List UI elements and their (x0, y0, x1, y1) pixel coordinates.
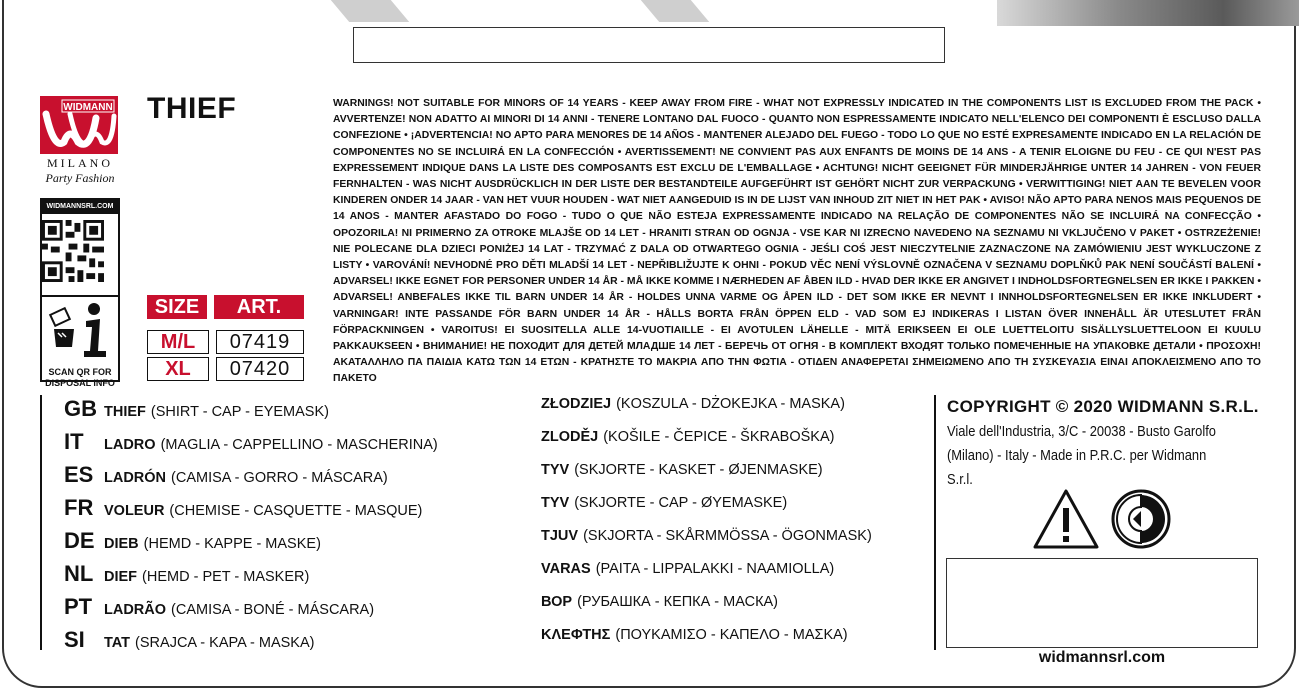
top-photo-strip (997, 0, 1299, 26)
list-item (541, 429, 872, 462)
art-cell: 07419 (216, 330, 304, 354)
svg-text:WIDMANN: WIDMANN (63, 102, 113, 113)
product-name: TJUV (541, 528, 579, 544)
blank-label-box (353, 27, 945, 63)
brand-city: MILANO (47, 156, 113, 170)
multilingual-warnings: WARNINGS! NOT SUITABLE FOR MINORS OF 14 YEARS - KEEP AWAY FROM FIRE - WHAT NOT EXPRESSLY INDICATED IN THE COMPONENTS LIST IS EXCLUDED FROM THE PACK • AVVERTENZE! NON ADATTO AI MINORI DI 14 ANNI - TENERE LONTANO DAL FUOCO - QUANTO NON ESPRESSAMENTE INDICATO NELL'ELENCO DEI COMPONENTI È ESCLUSO DALLA CONFEZIONE • ¡ADVERTENCIA! NO APTO PARA MENORES DE 14 AÑOS - MANTENER ALEJADO DEL FUEGO - TODO LO QUE NO ESTÉ EXPRESAMENTE INDICADO EN LA RELACIÓN DE COMPONENTES NO SE INCLUIRÁ EN LA CONFECCIÓN • AVERTISSEMENT! NE CONVIENT PAS AUX ENFANTS DE MOINS DE 14 ANS - A TENIR ELOIGNE DU FEU - CE QUI N'EST PAS EXPRESSEMENT INDIQUE DANS LA LISTE DES COMPOSANTS EST EXCLU DE L'EMBALLAGE • ACHTUNG! NICHT GEEIGNET FÜR MINDERJÄHRIGE UNTER 14 JAHREN - VON FEUER FERNHALTEN - WAS NICHT AUSDRÜCKLICH IN DER LISTE DER BESTANDTEILE AUFGEFÜHRT IST GEHÖRT NICHT ZUR VERPACKUNG • VERWITTIGING! NIET AAN TE BEVELEN VOOR KINDEREN ONDER 14 JAAR - VAN HET VUUR HOUDEN - WAT NIET AANGEDUID IS IN DE LIJST VAN INHOUD ZIT NIET IN HET PAK • AVISO! NÃO APTO PARA NENOS MAIS PEQUENOS DE 14 ANOS - MANTER AFASTADO DO FOGO - TUDO O QUE NÃO ESTEJA EXPRESSAMENTE INDICADO NA RELAÇÃO DE COMPONENTES NÃO SE INCLUIRÁ NA CONFECÇÃO • OPOZORILA! NI PRIMERNO ZA OTROKE MLAJŠE OD 14 LET - HRANITI STRAN OD OGNJA - VSE KAR NI IZRECNO NAVEDENO NA SEZNAMU NI VKLJUČENO V PAKET • OSTRZEŻENIE! NIE POLECANE DLA DZIECI PONIŻEJ 14 LAT - TRZYMAĆ Z DALA OD OTWARTEGO OGNIA - JEŚLI COŚ JEST NIECZYTELNIE ZAZNACZONE NA ZAMÓWIENIU JEST WYKLUCZONE Z LISTY • VAROVÁNÍ! NEVHODNÉ PRO DĚTI MLADŠÍ 14 LET - NEPŘIBLIŽUJTE K OHNI - POKUD VĚC NENÍ VÝSLOVNĚ OZNAČENA V SEZNAMU DOPLŇKŮ PAK NENÍ SOUČÁSTÍ BALENÍ • ADVARSEL! IKKE EGNET FOR PERSONER UNDER 14 ÅR - MÅ IKKE KOMME I NÆRHEDEN AF ÅBEN ILD - HVAD DER IKKE ER ANGIVET I INDHOLDSFORTEGNELSEN ER IKKE I PAKKEN • ADVARSEL! ANBEFALES IKKE TIL BARN UNDER 14 ÅR - HOLDES UNNA VARME OG ÅPEN ILD - DET SOM IKKE ER NEVNT I INNHOLDSFORTEGNELSEN ER IKKE INKLUDERT • VARNINGAR! INTE PASSANDE FÖR BARN UNDER 14 ÅR - HÅLLS BORTA FRÅN ÖPPEN ELD - VAD SOM EJ INDIKERAS I LISTAN ÖVER INNEHÅLL ÄR UTESLUTET FRÅN FÖRPACKNINGEN • VAROITUS! EI SUOSITELLA ALLE 14-VUOTIAILLE - EI AVOTULEN LÄHELLE - MITÄ ERIKSEEN EI OLE LUETTELOITU SISÄLLYSLUETTELOON EI KUULU PAKKAUKSEEN • ВНИМАНИЕ! НЕ ПОХОДИТ ДЛЯ ДЕТЕЙ МЛАДШЕ 14 ЛЕТ - БЕРЕЧЬ ОТ ОГНЯ - В КОМПЛЕКТ ВХОДЯТ ТОЛЬКО ПОМЕЧЕННЫЕ НА УПАКОВКЕ ДЕТАЛИ • ΠΡΟΣΟΧΗ! ΑΚΑΤΑΛΛΗΛΟ ΠΑ ΠΑΙΔΙΑ ΚΑΤΩ ΤΩΝ 14 ΕΤΩΝ - ΚΡΑΤΗΣΤΕ ΤΟ ΜΑΚΡΙΑ ΑΠΟ ΤΗΝ ΦΩΤΙΑ - ΟΤΙΔΕΝ ΑΝΑΦΕΡΕΤΑΙ ΣΗΜΕΙΩΜΕΝΟ ΑΠΟ ΤΗ ΣΥΣΚΕΥΑΣΙΑ ΕΙΝΑΙ ΑΠΟΚΛΕΙΣΜΕΝΟ ΑΠΟ ΤΟ ΠΑΚΕΤΟ (333, 98, 1261, 385)
product-name: ВОР (541, 594, 573, 610)
product-parts: (PAITA - LIPPALAKKI - NAAMIOLLA) (595, 561, 835, 577)
divider (934, 395, 936, 650)
product-parts: (SKJORTA - SKÅRMMÖSSA - ÖGONMASK) (583, 528, 872, 544)
product-parts: (SKJORTE - CAP - ØYEMASKE) (574, 495, 788, 511)
list-item (64, 396, 438, 429)
list-item (541, 594, 872, 627)
list-item (64, 594, 438, 627)
language-code: IT (64, 429, 84, 454)
size-header: SIZE (147, 295, 207, 319)
product-title: THIEF (147, 92, 237, 125)
product-parts: (CHEMISE - CASQUETTE - MASQUE) (169, 503, 423, 519)
list-item (541, 528, 872, 561)
art-cell: 07420 (216, 357, 304, 381)
language-code: SI (64, 627, 85, 652)
product-name: LADRO (104, 437, 156, 453)
product-parts: (SRAJCA - KAPA - MASKA) (135, 635, 315, 651)
product-name: DIEB (104, 536, 139, 552)
product-name: TYV (541, 495, 570, 511)
list-item (541, 561, 872, 594)
product-parts: (HEMD - PET - MASKER) (142, 569, 310, 585)
language-code: GB (64, 396, 97, 421)
product-parts: (MAGLIA - CAPPELLINO - MASCHERINA) (160, 437, 438, 453)
product-name: VOLEUR (104, 503, 165, 519)
disposal-info-icon (48, 301, 112, 357)
product-name: ΚΛΕΦΤΗΣ (541, 627, 611, 643)
product-parts: (РУБАШКА - КЕПКА - МАСКА) (577, 594, 779, 610)
product-name: VARAS (541, 561, 591, 577)
size-cell: M/L (147, 330, 209, 354)
product-name: ZLODĚJ (541, 429, 599, 445)
product-name: THIEF (104, 404, 146, 420)
list-item (64, 561, 438, 594)
product-parts: (KOŠILE - ČEPICE - ŠKRABOŠKA) (603, 429, 835, 445)
copyright-notice: COPYRIGHT © 2020 WIDMANN S.R.L. (947, 397, 1259, 416)
warning-triangle-icon (1032, 488, 1100, 550)
qr-block (40, 198, 120, 388)
list-item (64, 429, 438, 462)
size-cell: XL (147, 357, 209, 381)
company-address: Viale dell'Industria, 3/C - 20038 - Busto Garolfo (Milano) - Italy - Made in P.R.C. per Widmann S.r.l. (947, 423, 1216, 488)
list-item (64, 495, 438, 528)
language-list-left (64, 396, 438, 660)
brand-tagline: Party Fashion (45, 171, 115, 185)
product-parts: (CAMISA - GORRO - MÁSCARA) (171, 470, 388, 486)
art-header: ART. (214, 295, 304, 319)
disposal-info-area (42, 295, 118, 391)
language-code: PT (64, 594, 93, 619)
product-parts: (SKJORTE - KASKET - ØJENMASKE) (574, 462, 823, 478)
product-name: ZŁODZIEJ (541, 396, 612, 412)
divider (40, 395, 42, 650)
language-code: NL (64, 561, 94, 586)
product-name: LADRÃO (104, 602, 167, 618)
product-name: LADRÓN (104, 470, 167, 486)
green-dot-recycle-icon (1111, 489, 1171, 549)
list-item (541, 462, 872, 495)
language-list-right (541, 396, 872, 660)
qr-url: WIDMANNSRL.COM (42, 200, 118, 214)
language-code: ES (64, 462, 94, 487)
list-item (541, 495, 872, 528)
list-item (541, 627, 872, 660)
qr-code-icon[interactable] (42, 220, 104, 282)
list-item (64, 627, 438, 660)
product-name: TYV (541, 462, 570, 478)
product-parts: (CAMISA - BONÉ - MÁSCARA) (171, 602, 375, 618)
language-code: FR (64, 495, 94, 520)
product-parts: (KOSZULA - DŻOKEJKA - MASKA) (616, 396, 845, 412)
product-parts: (HEMD - KAPPE - MASKE) (143, 536, 321, 552)
list-item (541, 396, 872, 429)
disposal-label: SCAN QR FOR DISPOSAL INFO (45, 367, 115, 388)
blank-label-box (946, 558, 1258, 648)
product-parts: (SHIRT - CAP - EYEMASK) (150, 404, 329, 420)
list-item (64, 462, 438, 495)
widmann-logo-icon (40, 96, 118, 154)
language-code: DE (64, 528, 95, 553)
product-parts: (ΠΟΥΚΑΜΙΣΟ - ΚΑΠΕΛΟ - ΜΑΣΚΑ) (615, 627, 848, 643)
website-link[interactable]: widmannsrl.com (1038, 649, 1166, 666)
product-name: DIEF (104, 569, 138, 585)
list-item (64, 528, 438, 561)
product-name: TAT (104, 635, 131, 651)
